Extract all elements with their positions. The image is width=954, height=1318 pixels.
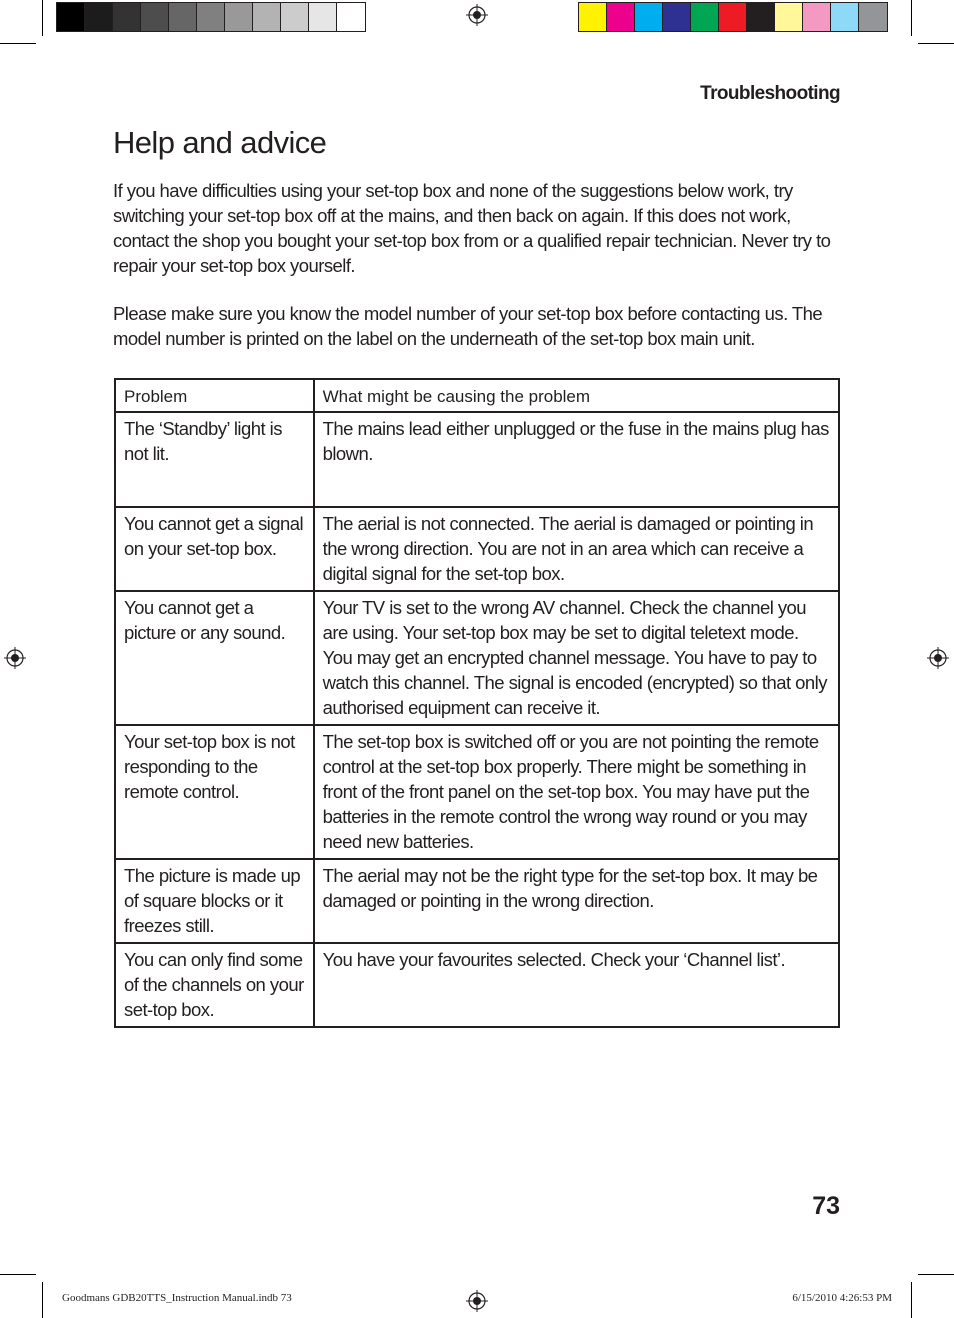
intro-paragraph: If you have difficulties using your set-top box and none of the suggestions below work, try switching your set-top box off at the mains, and then back on again. If this does not work, contact the shop you bought your set-top box from or a qualified repair technician. Never try to repair your set-top box yourself. <box>113 180 831 276</box>
color-swatch <box>803 3 831 31</box>
color-swatch <box>225 3 253 31</box>
problem-cell: You cannot get a signal on your set-top box. <box>115 507 314 591</box>
footer-timestamp: 6/15/2010 4:26:53 PM <box>792 1292 892 1304</box>
cause-cell: Your TV is set to the wrong AV channel. Check the channel you are using. Your set-top box may be set to digital teletext mode. You may get an encrypted channel message. You have to pay to watch this channel. The signal is encoded (encrypted) so that only authorised equipment can receive it. <box>314 591 839 725</box>
color-swatch <box>691 3 719 31</box>
color-swatch <box>775 3 803 31</box>
crop-mark <box>918 1274 954 1275</box>
color-swatch <box>663 3 691 31</box>
page-title: Help and advice <box>113 125 327 160</box>
color-swatch <box>281 3 309 31</box>
column-header-problem: Problem <box>115 379 314 412</box>
color-swatch <box>747 3 775 31</box>
color-swatch <box>309 3 337 31</box>
crop-mark <box>911 1282 912 1318</box>
registration-mark-icon <box>927 647 949 669</box>
cmyk-color-bar <box>578 2 888 32</box>
section-label: Troubleshooting <box>700 83 840 104</box>
intro-paragraph: Please make sure you know the model number of your set-top box before contacting us. The model number is printed on the label on the underneath of the set-top box main unit. <box>113 303 823 349</box>
problem-cell: You can only find some of the channels on your set-top box. <box>115 943 314 1027</box>
footer-file-name: Goodmans GDB20TTS_Instruction Manual.indb 73 <box>62 1292 292 1304</box>
troubleshooting-table <box>114 378 840 1028</box>
column-header-cause: What might be causing the problem <box>314 379 839 412</box>
greyscale-color-bar <box>56 2 366 32</box>
color-swatch <box>607 3 635 31</box>
color-swatch <box>579 3 607 31</box>
crop-mark <box>42 0 43 36</box>
page-number: 73 <box>812 1192 840 1220</box>
color-swatch <box>197 3 225 31</box>
color-swatch <box>831 3 859 31</box>
table-row <box>115 412 839 507</box>
table-row <box>115 943 839 1027</box>
problem-cell: The ‘Standby’ light is not lit. <box>115 412 314 507</box>
table-row <box>115 725 839 859</box>
table-row <box>115 591 839 725</box>
color-swatch <box>859 3 887 31</box>
problem-cell: Your set-top box is not responding to the remote control. <box>115 725 314 859</box>
table-row <box>115 507 839 591</box>
color-swatch <box>169 3 197 31</box>
color-swatch <box>141 3 169 31</box>
color-swatch <box>113 3 141 31</box>
cause-cell: You have your favourites selected. Check your ‘Channel list’. <box>314 943 839 1027</box>
color-swatch <box>85 3 113 31</box>
registration-mark-icon <box>466 1290 488 1312</box>
problem-cell: You cannot get a picture or any sound. <box>115 591 314 725</box>
color-swatch <box>253 3 281 31</box>
crop-mark <box>0 1274 36 1275</box>
color-swatch <box>635 3 663 31</box>
problem-cell: The picture is made up of square blocks or it freezes still. <box>115 859 314 943</box>
registration-mark-icon <box>466 4 488 26</box>
color-swatch <box>337 3 365 31</box>
table-row <box>115 859 839 943</box>
cause-cell: The set-top box is switched off or you are not pointing the remote control at the set-top box properly. There might be something in front of the front panel on the set-top box. You may have put the batteries in the remote control the wrong way round or you may need new batteries. <box>314 725 839 859</box>
cause-cell: The aerial is not connected. The aerial is damaged or pointing in the wrong direction. You are not in an area which can receive a digital signal for the set-top box. <box>314 507 839 591</box>
crop-mark <box>42 1282 43 1318</box>
cause-cell: The aerial may not be the right type for the set-top box. It may be damaged or pointing in the wrong direction. <box>314 859 839 943</box>
color-swatch <box>57 3 85 31</box>
cause-cell: The mains lead either unplugged or the fuse in the mains plug has blown. <box>314 412 839 507</box>
crop-mark <box>911 0 912 36</box>
table-header-row <box>115 379 839 412</box>
crop-mark <box>918 43 954 44</box>
registration-mark-icon <box>4 647 26 669</box>
crop-mark <box>0 43 36 44</box>
color-swatch <box>719 3 747 31</box>
